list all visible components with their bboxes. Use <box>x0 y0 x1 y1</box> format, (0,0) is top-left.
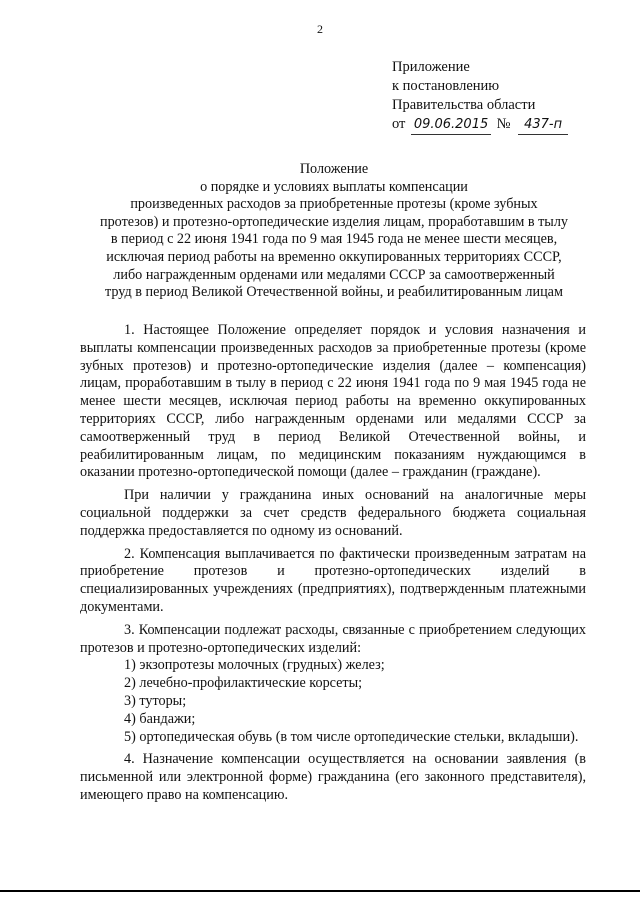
list-item: 4) бандажи; <box>124 710 196 727</box>
title-line: произведенных расходов за приобретенные протезы (кроме зубных <box>130 196 538 213</box>
title-line: в период с 22 июня 1941 года по 9 мая 1945 года не менее шести месяцев, <box>110 231 558 248</box>
document-body <box>80 322 586 805</box>
paragraph-5: 4. Назначение компенсации осуществляется на основании заявления (в письменной или электронной форме) гражданина (его законного представителя), имеющего право на компенсацию. <box>80 751 586 803</box>
list-item: 3) туторы; <box>124 692 187 709</box>
title-line: протезов) и протезно-ортопедические изделия лицам, проработавшим в тылу <box>100 213 568 230</box>
list-item: 1) экзопротезы молочных (грудных) желез; <box>124 657 385 674</box>
appendix-date-line <box>392 115 602 135</box>
appendix-block <box>392 58 602 135</box>
list-item: 5) ортопедическая обувь (в том числе ортопедические стельки, вкладыши). <box>124 728 579 745</box>
date-prefix: от <box>392 116 406 132</box>
paragraph-3: 2. Компенсация выплачивается по фактически произведенным затратам на приобретение протезов и протезно-ортопедических изделий в специализированных учреждениях (предприятиях), подтвержденным платежными документами. <box>80 545 586 615</box>
handwritten-date: 09.06.2015 <box>411 115 491 135</box>
appendix-title: Приложение <box>392 59 470 75</box>
paragraph-1: 1. Настоящее Положение определяет порядок и условия назначения и выплаты компенсации произведенных расходов за приобретенные протезы (кроме зубных протезов) и протезно-ортопедические изделия (далее – компенсация) лицам, проработавшим в тылу в период с 22 июня 1941 года по 9 мая 1945 года не менее шести месяцев, исключая период работы на временно оккупированных территориях СССР, либо награжденным орденами или медалями СССР за самоотверженный труд в период Великой Отечественной войны, и реабилитированным лицам, по медицинским показаниям нуждающимся в оказании протезно-ортопедической помощи (далее – гражданин (граждане). <box>80 322 586 481</box>
page-number: 2 <box>317 22 323 36</box>
list-item: 2) лечебно-профилактические корсеты; <box>124 675 363 692</box>
title-line: исключая период работы на временно оккупированных территориях СССР, <box>106 248 562 265</box>
title-line: труд в период Великой Отечественной войны, и реабилитированным лицам <box>105 284 563 301</box>
appendix-government: Правительства области <box>392 97 536 113</box>
title-line: о порядке и условиях выплаты компенсации <box>200 178 468 195</box>
bottom-divider <box>0 890 640 892</box>
appendix-to-resolution: к постановлению <box>392 78 500 94</box>
paragraph-2: При наличии у гражданина иных оснований на аналогичные меры социальной поддержки за счет средств федерального бюджета социальная поддержка предоставляется по одному из оснований. <box>80 487 586 539</box>
title-line: Положение <box>299 161 369 177</box>
document-title <box>74 161 594 302</box>
paragraph-4: 3. Компенсации подлежат расходы, связанные с приобретением следующих протезов и протезно-ортопедических изделий: <box>80 621 586 656</box>
handwritten-number: 437-п <box>518 115 568 135</box>
title-line: либо награжденным орденами или медалями СССР за самоотверженный <box>113 266 555 283</box>
number-prefix: № <box>496 116 511 132</box>
